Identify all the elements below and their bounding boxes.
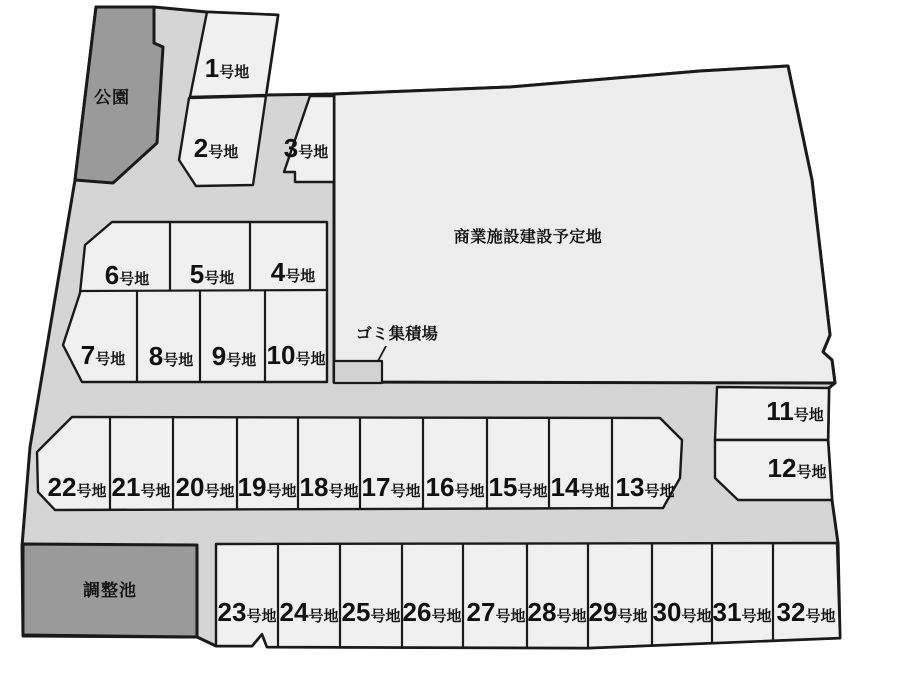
lot-19-label: 19号地 <box>237 472 297 502</box>
lot-25-label: 25号地 <box>341 597 401 627</box>
lot-18-label: 18号地 <box>299 472 359 502</box>
lot-13-label: 13号地 <box>615 472 675 502</box>
lot-29-label: 29号地 <box>588 597 648 627</box>
lot-16-label: 16号地 <box>425 472 485 502</box>
park-label: 公園 <box>94 88 130 107</box>
lot-17-label: 17号地 <box>361 472 421 502</box>
lot-5-label: 5号地 <box>189 259 235 289</box>
garbage-station-region <box>334 361 382 383</box>
commercial-label: 商業施設建設予定地 <box>453 229 603 246</box>
lot-30-label: 30号地 <box>652 597 712 627</box>
lot-2-region <box>179 96 266 186</box>
lot-divider <box>80 290 327 291</box>
lot-23-label: 23号地 <box>217 597 277 627</box>
lot-31-label: 31号地 <box>712 597 772 627</box>
lot-24-label: 24号地 <box>279 597 339 627</box>
lot-26-label: 26号地 <box>402 597 462 627</box>
lot-20-label: 20号地 <box>175 472 235 502</box>
lot-10-label: 10号地 <box>266 340 326 370</box>
lot-1-label: 1号地 <box>204 53 250 83</box>
lot-6-label: 6号地 <box>104 260 150 290</box>
lot-3-label: 3号地 <box>283 133 329 163</box>
lot-2-label: 2号地 <box>193 133 239 163</box>
lot-21-label: 21号地 <box>111 472 171 502</box>
lot-22-label: 22号地 <box>47 472 107 502</box>
lot-8-label: 8号地 <box>148 341 194 371</box>
lot-4-label: 4号地 <box>270 257 316 287</box>
lot-27-label: 27号地 <box>466 597 526 627</box>
lot-11-label: 11号地 <box>766 396 824 426</box>
lot-12-label: 12号地 <box>767 453 827 483</box>
garbage-label: ゴミ集積場 <box>355 326 439 343</box>
pond-label: 調整池 <box>83 581 137 600</box>
lot-7-label: 7号地 <box>80 340 126 370</box>
lot-14-label: 14号地 <box>550 472 610 502</box>
lot-9-label: 9号地 <box>211 341 257 371</box>
lot-32-label: 32号地 <box>776 597 836 627</box>
lot-28-label: 28号地 <box>527 597 587 627</box>
lot-15-label: 15号地 <box>488 472 548 502</box>
